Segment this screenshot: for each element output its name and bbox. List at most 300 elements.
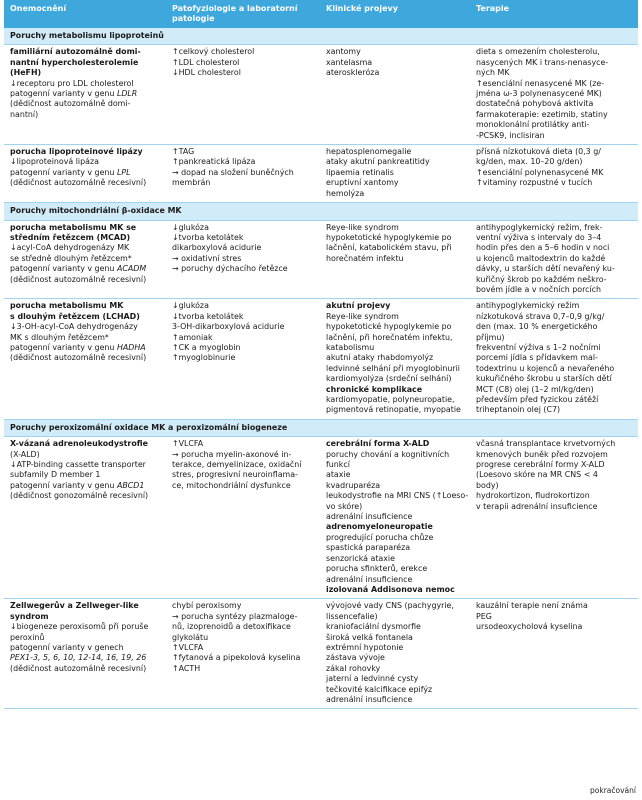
- cell-line: [476, 243, 634, 253]
- cell-text: (Loesovo skóre na MR CNS < 4: [476, 470, 598, 480]
- cell-text: xantelasma: [326, 57, 373, 67]
- cell-line: [476, 312, 634, 322]
- header-pathophysiology-line: Patofyziologie a laboratorní: [172, 4, 298, 13]
- cell-text: (dědičnost gonozomálně recesivní): [10, 491, 149, 501]
- cell-line: [326, 254, 466, 264]
- cell-line: [172, 157, 316, 167]
- cell-text: extrémní hypotonie: [326, 642, 404, 652]
- cell-text: kauzální terapie není známa: [476, 601, 588, 611]
- header-row: [4, 0, 638, 28]
- cell-line: [10, 275, 162, 285]
- cell-line: [326, 653, 466, 663]
- cell-line: [326, 601, 466, 611]
- cell-text: hypoketotické hypoglykemie po: [326, 232, 452, 242]
- cell-line: [10, 333, 162, 343]
- pathophysiology-cell: [166, 299, 320, 419]
- cell-line: [476, 612, 634, 622]
- cell-line: [326, 564, 466, 574]
- cell-line: [10, 450, 162, 460]
- cell-text: Zellwegerův a Zellweger-like: [10, 601, 139, 611]
- cell-text: porcemi jídla s přídavkem mal-: [476, 353, 598, 363]
- cell-line: [172, 243, 316, 253]
- cell-line: [476, 131, 634, 141]
- cell-line: [10, 99, 162, 109]
- cell-text: funkcí: [326, 460, 350, 470]
- cell-text: subfamily D member 1: [10, 470, 101, 480]
- cell-text: syndrom: [10, 611, 49, 621]
- cell-line: [172, 439, 316, 449]
- cell-text: ↑pankreatická lipáza: [172, 157, 256, 167]
- cell-text: body): [476, 480, 499, 490]
- cell-line: [10, 110, 162, 120]
- cell-line: [326, 575, 466, 585]
- cell-line: [326, 481, 466, 491]
- cell-text: patogenní varianty v genu: [10, 167, 117, 177]
- cell-text: spastická paraparéza: [326, 543, 411, 553]
- cell-text: zástava vývoje: [326, 653, 385, 663]
- cell-text: ↑VLCFA: [172, 439, 204, 449]
- cell-line: [326, 395, 466, 405]
- cell-line: [476, 254, 634, 264]
- cell-line: [476, 178, 634, 188]
- cell-line: [326, 243, 466, 253]
- cell-line: [326, 643, 466, 653]
- cell-text: akutní projevy: [326, 301, 391, 311]
- cell-line: [326, 58, 466, 68]
- cell-line: [10, 79, 162, 89]
- cell-text: ↓lipoproteinová lipáza: [10, 157, 99, 167]
- cell-text: ventní výživa s intervaly do 3–4: [476, 232, 602, 242]
- cell-line: [326, 554, 466, 564]
- cell-line: [476, 385, 634, 395]
- cell-text: horečnatém infektu: [326, 253, 404, 263]
- cell-line: [326, 178, 466, 188]
- cell-text: dikarboxylová acidurie: [172, 243, 262, 253]
- cell-line: [172, 664, 316, 674]
- cell-text: ↑TAG: [172, 147, 195, 157]
- cell-text: jména ω-3 polynenasycené MK): [476, 89, 602, 99]
- cell-text: ataxie: [326, 470, 351, 480]
- cell-line: [326, 364, 466, 374]
- cell-text: vo skóre): [326, 501, 363, 511]
- cell-text: jaterní a ledvinné cysty: [326, 674, 419, 684]
- cell-line: [10, 481, 162, 491]
- cell-line: [10, 157, 162, 167]
- cell-text: patogenní varianty v genu: [10, 480, 117, 490]
- cell-text: ↓acyl-CoA dehydrogenázy MK: [10, 243, 130, 253]
- cell-text: (HeFH): [10, 68, 42, 78]
- pathophysiology-cell: [166, 437, 320, 599]
- cell-text: ↑vitaminy rozpustné v tucích: [476, 178, 593, 188]
- cell-text: glykolátu: [172, 632, 209, 642]
- cell-text: nantní): [10, 109, 39, 119]
- therapy-cell: [470, 145, 638, 203]
- cell-line: [326, 374, 466, 384]
- cell-line: [476, 285, 634, 295]
- cell-line: [476, 275, 634, 285]
- cell-line: [326, 385, 466, 395]
- cell-text: nízkotuková strava 0,7–0,9 g/kg/: [476, 311, 605, 321]
- cell-text: adrenální insuficience: [326, 574, 413, 584]
- table-row: [4, 145, 638, 203]
- cell-text: ↓glukóza: [172, 301, 209, 311]
- cell-text: zákal rohovky: [326, 663, 381, 673]
- cell-line: [172, 643, 316, 653]
- cell-line: [172, 333, 316, 343]
- cell-text: kvadruparéza: [326, 480, 381, 490]
- cell-line: [10, 343, 162, 353]
- cell-line: [10, 653, 162, 663]
- cell-text: nasycených MK i trans-nenasyce-: [476, 57, 609, 67]
- disease-cell: [4, 45, 166, 145]
- cell-line: [326, 522, 466, 532]
- cell-text: xantomy: [326, 47, 361, 57]
- cell-line: [326, 189, 466, 199]
- cell-text: včasná transplantace krvetvorných: [476, 439, 616, 449]
- cell-text: ↓tvorba ketolátek: [172, 311, 244, 321]
- therapy-cell: [470, 220, 638, 299]
- cell-line: [476, 502, 634, 512]
- cell-line: [172, 147, 316, 157]
- cell-text: senzorická ataxie: [326, 553, 395, 563]
- cell-line: [476, 601, 634, 611]
- cell-line: [326, 68, 466, 78]
- cell-text: chybí peroxisomy: [172, 601, 242, 611]
- cell-text: → dopad na složení buněčných: [172, 167, 294, 177]
- cell-text: → oxidativní stres: [172, 253, 242, 263]
- header-pathophysiology: [166, 0, 320, 28]
- cell-line: [476, 470, 634, 480]
- cell-line: [326, 491, 469, 501]
- cell-text: akutní ataky rhabdomyolýz: [326, 353, 434, 363]
- cell-text: ↑celkový cholesterol: [172, 47, 255, 57]
- cell-line: [172, 58, 316, 68]
- cell-line: [172, 653, 316, 663]
- cell-text: adrenomyeloneuropatie: [326, 522, 433, 532]
- cell-text: v terapii adrenální insuficience: [476, 501, 598, 511]
- cell-line: [326, 450, 466, 460]
- cell-text: patogenní varianty v genu: [10, 342, 117, 352]
- cell-line: [10, 147, 162, 157]
- cell-text: ↓receptoru pro LDL cholesterol: [10, 78, 134, 88]
- cell-text: X-vázaná adrenoleukodystrofie: [10, 439, 148, 449]
- cell-line: [10, 612, 162, 622]
- cell-text: ↑VLCFA: [172, 642, 204, 652]
- cell-text: 3-OH-dikarboxylová acidurie: [172, 322, 285, 332]
- section-row: [4, 419, 638, 436]
- cell-text: den (max. 10 % energetického: [476, 322, 598, 332]
- cell-text: adrenální insuficience: [326, 512, 413, 522]
- cell-line: [326, 502, 466, 512]
- cell-text: ↑esenciální polynenasycené MK: [476, 167, 604, 177]
- cell-text: příjmu): [476, 332, 505, 342]
- cell-line: [172, 223, 316, 233]
- cell-line: [326, 353, 466, 363]
- cell-line: [476, 110, 634, 120]
- cell-line: [476, 439, 634, 449]
- cell-text: ce, mitochondriální dysfunkce: [172, 480, 291, 490]
- cell-line: [172, 353, 316, 363]
- cell-text: peroxinů: [10, 632, 45, 642]
- cell-line: [10, 439, 162, 449]
- cell-text: antihypoglykemický režim: [476, 301, 580, 311]
- cell-text: ↑myoglobinurie: [172, 353, 236, 363]
- cell-line: [476, 120, 634, 130]
- pathophysiology-cell: [166, 220, 320, 299]
- cell-line: [172, 264, 316, 274]
- cell-text: ursodeoxycholová kyselina: [476, 622, 583, 632]
- disease-cell: [4, 599, 166, 709]
- cell-text: Reye-like syndrom: [326, 222, 399, 232]
- cell-line: [476, 264, 634, 274]
- pathophysiology-cell: [166, 145, 320, 203]
- pathophysiology-cell: [166, 45, 320, 145]
- disease-cell: [4, 437, 166, 599]
- cell-text: todextrinu u kojenců a nevařeného: [476, 363, 615, 373]
- cell-line: [172, 168, 316, 178]
- cell-line: [476, 58, 634, 68]
- cell-text: porucha sfinkterů, erekce: [326, 564, 428, 574]
- cell-line: [326, 333, 466, 343]
- cell-line: [326, 439, 466, 449]
- therapy-cell: [470, 45, 638, 145]
- cell-text: hepatosplenomegalie: [326, 147, 412, 157]
- clinical-cell: [320, 437, 470, 599]
- table-row: [4, 220, 638, 299]
- cell-line: [10, 601, 162, 611]
- cell-text: triheptanoin olej (C7): [476, 405, 561, 415]
- cell-text: patogenní varianty v genu: [10, 89, 117, 99]
- cell-line: [172, 622, 316, 632]
- cell-line: [326, 633, 466, 643]
- cell-text: (dědičnost autozomálně recesivní): [10, 274, 147, 284]
- cell-text: (dědičnost autozomálně recesivní): [10, 353, 147, 363]
- cell-text: vývojové vady CNS (pachygyrie,: [326, 601, 454, 611]
- cell-line: [476, 223, 634, 233]
- cell-text: lissencefalie): [326, 611, 378, 621]
- cell-line: [476, 405, 634, 415]
- cell-line: [10, 168, 162, 178]
- cell-text: ↑amoniak: [172, 332, 213, 342]
- cell-text: -PCSK9, inclisiran: [476, 130, 545, 140]
- cell-line: [326, 470, 466, 480]
- cell-text: dieta s omezením cholesterolu,: [476, 47, 600, 57]
- cell-line: [476, 147, 634, 157]
- cell-text: ↓biogeneze peroxisomů při poruše: [10, 622, 149, 632]
- section-row: [4, 203, 638, 220]
- cell-text: familiární autozomálně domi-: [10, 47, 141, 57]
- cell-line: [172, 460, 316, 470]
- cell-line: [326, 685, 466, 695]
- cell-text: adrenální insuficience: [326, 694, 413, 704]
- continuation-note: pokračování: [590, 786, 636, 795]
- cell-line: [172, 343, 316, 353]
- gene-name: LPL: [116, 167, 131, 177]
- cell-text: terakce, demyelinizace, oxidační: [172, 460, 302, 470]
- cell-line: [10, 312, 162, 322]
- cell-text: ↓glukóza: [172, 222, 209, 232]
- cell-line: [476, 343, 634, 353]
- cell-text: lipaemia retinalis: [326, 167, 394, 177]
- cell-line: [476, 622, 634, 632]
- cell-line: [476, 353, 634, 363]
- cell-line: [476, 168, 634, 178]
- cell-line: [476, 47, 634, 57]
- cell-line: [172, 612, 316, 622]
- cell-text: MK s dlouhým řetězcem*: [10, 332, 109, 342]
- cell-line: [476, 364, 634, 374]
- header-disease: Onemocnění: [4, 0, 166, 28]
- cell-line: [10, 233, 162, 243]
- cell-text: kardiomyolýza (srdeční selhání): [326, 374, 452, 384]
- cell-text: ↓HDL cholesterol: [172, 68, 241, 78]
- clinical-cell: [320, 145, 470, 203]
- gene-name: PEX1-3, 5, 6, 10, 12-14, 16, 19, 26: [10, 653, 147, 663]
- cell-text: (dědičnost autozomálně recesivní): [10, 178, 147, 188]
- cell-line: [326, 301, 466, 311]
- cell-text: dávky, u starších dětí nevařený ku-: [476, 264, 615, 274]
- cell-line: [10, 353, 162, 363]
- cell-text: nantní hypercholesterolemie: [10, 57, 139, 67]
- cell-line: [476, 301, 634, 311]
- cell-text: hypoketotické hypoglykemie po: [326, 322, 452, 332]
- cell-line: [10, 58, 162, 68]
- cell-text: monoklonální protilátky anti-: [476, 120, 590, 130]
- cell-line: [326, 312, 466, 322]
- cell-line: [10, 633, 162, 643]
- cell-text: porucha metabolismu MK se: [10, 222, 137, 232]
- cell-text: kraniofaciální dysmorfie: [326, 622, 421, 632]
- cell-line: [172, 301, 316, 311]
- cell-line: [326, 343, 466, 353]
- cell-text: tečkovité kalcifikace epifýz: [326, 684, 433, 694]
- cell-line: [476, 491, 634, 501]
- cell-line: [326, 405, 466, 415]
- cell-line: [10, 68, 162, 78]
- cell-line: [476, 460, 634, 470]
- therapy-cell: [470, 599, 638, 709]
- cell-text: izolovaná Addisonova nemoc: [326, 584, 455, 594]
- gene-name: ABCD1: [116, 480, 145, 490]
- cell-line: [10, 301, 162, 311]
- cell-text: → poruchy dýchacího řetězce: [172, 264, 288, 274]
- gene-name: ACADM: [116, 264, 147, 274]
- cell-text: dostatečná pohybová aktivita: [476, 99, 594, 109]
- cell-line: [10, 643, 162, 653]
- cell-text: katabolismu: [326, 342, 375, 352]
- cell-line: [326, 512, 466, 522]
- cell-text: membrán: [172, 178, 211, 188]
- header-therapy: Terapie: [470, 0, 638, 28]
- cell-text: s dlouhým řetězcem (LCHAD): [10, 311, 140, 321]
- cell-text: (X-ALD): [10, 449, 40, 459]
- cell-text: bovém jídle a v nočních porcích: [476, 284, 602, 294]
- cell-line: [172, 633, 316, 643]
- cell-text: porucha lipoproteinové lipázy: [10, 147, 143, 157]
- cell-text: progredující porucha chůze: [326, 532, 434, 542]
- cell-line: [326, 622, 466, 632]
- cell-text: kuřičný škrob po každém neškro-: [476, 274, 607, 284]
- cell-line: [172, 178, 316, 188]
- cell-line: [10, 322, 162, 332]
- cell-line: [326, 695, 466, 705]
- cell-text: patogenní varianty v genech: [10, 642, 124, 652]
- cell-line: [172, 254, 316, 264]
- cell-text: hodin přes den a 5–6 hodin v noci: [476, 243, 610, 253]
- cell-line: [326, 168, 466, 178]
- cell-line: [476, 233, 634, 243]
- cell-text: frekventní výživa s 1–2 nočními: [476, 342, 601, 352]
- cell-text: patogenní varianty v genu: [10, 264, 117, 274]
- cell-line: [476, 79, 634, 89]
- cell-line: [10, 491, 162, 501]
- gene-name: LDLR: [116, 89, 138, 99]
- cell-text: středním řetězcem (MCAD): [10, 232, 131, 242]
- cell-text: ↑CK a myoglobin: [172, 342, 241, 352]
- cell-line: [172, 68, 316, 78]
- cell-line: [476, 481, 634, 491]
- cell-text: (dědičnost autozomálně domi-: [10, 99, 131, 109]
- table-row: [4, 299, 638, 419]
- cell-line: [10, 47, 162, 57]
- cell-text: (dědičnost autozomálně recesivní): [10, 663, 147, 673]
- cell-text: hydrokortizon, fludrokortizon: [476, 491, 590, 501]
- cell-text: ↑fytanová a pipekolová kyselina: [172, 653, 301, 663]
- header-clinical: Klinické projevy: [320, 0, 470, 28]
- cell-line: [326, 157, 466, 167]
- cell-line: [172, 47, 316, 57]
- cell-line: [326, 322, 466, 332]
- cell-text: Reye-like syndrom: [326, 311, 399, 321]
- cell-line: [326, 533, 466, 543]
- cell-line: [326, 460, 466, 470]
- cell-text: přísná nízkotuková dieta (0,3 g/: [476, 147, 601, 157]
- cell-text: progrese cerebrální formy X-ALD: [476, 460, 605, 470]
- cell-line: [10, 254, 162, 264]
- cell-text: antihypoglykemický režim, frek-: [476, 222, 603, 232]
- cell-line: [10, 223, 162, 233]
- cell-text: ↓tvorba ketolátek: [172, 232, 244, 242]
- cell-text: lačnění, při horečnatém infektu,: [326, 332, 453, 342]
- cell-line: [326, 543, 466, 553]
- cell-text: u kojenců maltodextrin do každé: [476, 253, 606, 263]
- cell-line: [476, 68, 634, 78]
- cell-line: [10, 460, 162, 470]
- cell-text: ↑LDL cholesterol: [172, 57, 240, 67]
- clinical-cell: [320, 220, 470, 299]
- cell-text: cerebrální forma X-ALD: [326, 439, 430, 449]
- cell-line: [476, 374, 634, 384]
- cell-text: chronické komplikace: [326, 384, 423, 394]
- disease-cell: [4, 299, 166, 419]
- cell-text: eruptivní xantomy: [326, 178, 399, 188]
- cell-text: ateroskleróza: [326, 68, 380, 78]
- cell-line: [476, 333, 634, 343]
- table-row: [4, 45, 638, 145]
- cell-text: kg/den, max. 10–20 g/den): [476, 157, 583, 167]
- cell-text: ↓ATP-binding cassette transporter: [10, 460, 146, 470]
- table-row: [4, 437, 638, 599]
- gene-name: HADHA: [116, 342, 146, 352]
- cell-text: → porucha syntézy plazmaloge-: [172, 611, 298, 621]
- cell-line: [10, 243, 162, 253]
- cell-text: poruchy chování a kognitivních: [326, 449, 450, 459]
- cell-text: farmakoterapie: ezetimib, statiny: [476, 109, 608, 119]
- cell-text: ↑esenciální nenasycené MK (ze-: [476, 78, 605, 88]
- cell-text: široká velká fontanela: [326, 632, 413, 642]
- cell-line: [326, 585, 466, 595]
- therapy-cell: [470, 437, 638, 599]
